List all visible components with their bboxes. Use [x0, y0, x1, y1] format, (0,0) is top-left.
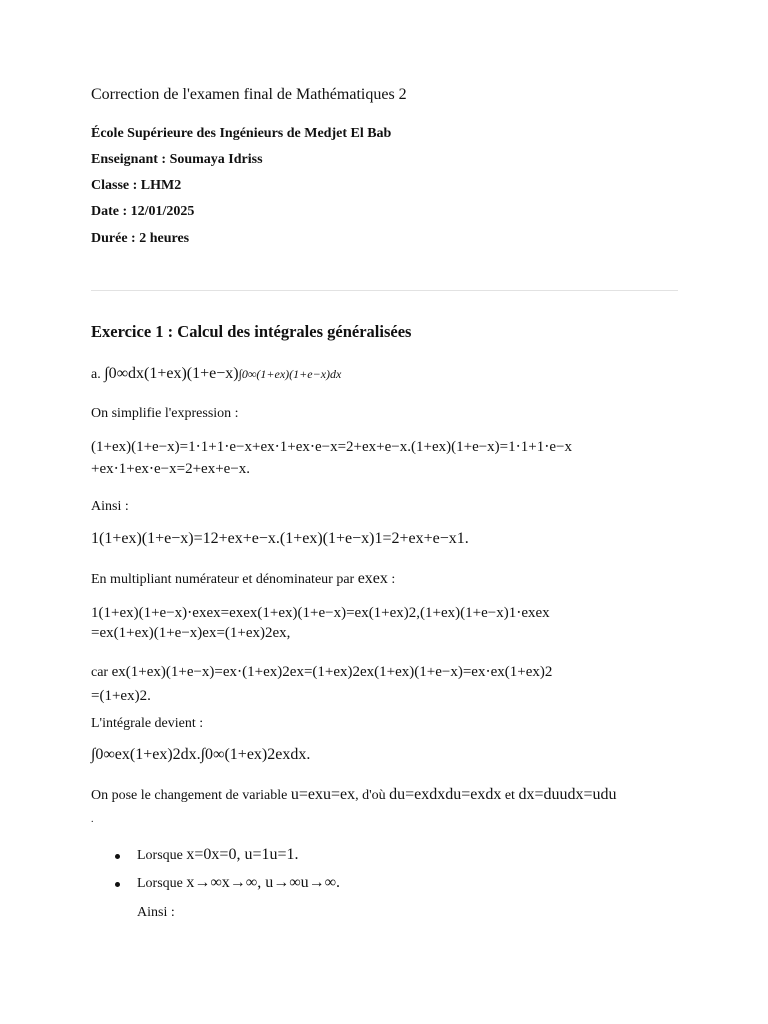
change-of-variable	[91, 786, 617, 804]
multiply-sentence	[91, 570, 395, 588]
list-item	[91, 874, 340, 902]
car-prefix: car	[91, 665, 112, 680]
bullet-math: x=0x=0, u=1u=1.	[186, 846, 299, 863]
section-divider	[91, 290, 678, 291]
equation-1-line-1: (1+ex)(1+e−x)=1⋅1+1⋅e−x+ex⋅1+ex⋅e−x=2+ex+e−x.(1+ex)(1+e−x)=1⋅1+1⋅e−x	[91, 439, 572, 455]
bullet-math: x→∞x→∞, u→∞u→∞.	[186, 874, 341, 891]
bullet-icon	[115, 882, 120, 887]
document-title: Correction de l'examen final de Mathématiques 2	[91, 86, 407, 103]
bounds-list	[91, 846, 340, 902]
exercise-heading: Exercice 1 : Calcul des intégrales généralisées	[91, 322, 412, 341]
class-name: Classe : LHM2	[91, 178, 182, 193]
bullet-prefix: Lorsque	[137, 876, 187, 891]
equation-2: 1(1+ex)(1+e−x)=12+ex+e−x.(1+ex)(1+e−x)1=2+ex+e−x1.	[91, 530, 469, 547]
equation-3-line-1: 1(1+ex)(1+e−x)⋅exex=exex(1+ex)(1+e−x)=ex(1+ex)2,(1+ex)(1+e−x)1⋅exex	[91, 605, 550, 621]
teacher-name: Enseignant : Soumaya Idriss	[91, 152, 263, 167]
question-a-integral: ∫0∞dx(1+ex)(1+e−x)	[104, 365, 239, 382]
list-item	[91, 846, 340, 874]
bullet-icon	[115, 854, 120, 859]
equation-4-line-1: ex(1+ex)(1+e−x)=ex⋅(1+ex)2ex=(1+ex)2ex(1+ex)(1+e−x)=ex⋅ex(1+ex)2	[111, 664, 553, 680]
ainsi-end-text: Ainsi :	[137, 905, 175, 920]
change-math-3: dx=duudx=udu	[518, 786, 617, 803]
change-prefix: On pose le changement de variable	[91, 788, 291, 803]
question-a	[91, 365, 341, 383]
equation-1-line-2: +ex⋅1+ex⋅e−x=2+ex+e−x.	[91, 461, 251, 477]
question-a-prefix: a.	[91, 367, 105, 382]
equation-5: ∫0∞ex(1+ex)2dx.∫0∞(1+ex)2exdx.	[91, 746, 311, 763]
bullet-prefix: Lorsque	[137, 848, 187, 863]
exam-duration: Durée : 2 heures	[91, 231, 190, 246]
multiply-suffix: :	[387, 572, 396, 587]
equation-3-line-2: =ex(1+ex)(1+e−x)ex=(1+ex)2ex,	[91, 625, 291, 641]
question-a-integral-alt: ∫0∞(1+ex)(1+e−x)dx	[238, 367, 342, 381]
change-math-2: du=exdxdu=exdx	[389, 786, 502, 803]
multiply-math: exex	[357, 570, 388, 587]
equation-4-line-2: =(1+ex)2.	[91, 688, 151, 704]
exam-date: Date : 12/01/2025	[91, 204, 195, 219]
multiply-prefix: En multipliant numérateur et dénominateur par	[91, 572, 358, 587]
school-name: École Supérieure des Ingénieurs de Medjet El Bab	[91, 126, 392, 141]
ainsi-text: Ainsi :	[91, 499, 129, 514]
simplify-text: On simplifie l'expression :	[91, 406, 239, 421]
change-mid: , d'où	[355, 788, 390, 803]
change-math-1: u=exu=ex	[290, 786, 356, 803]
integral-becomes-text: L'intégrale devient :	[91, 716, 204, 731]
change-end: .	[91, 814, 94, 825]
car-sentence	[91, 662, 552, 681]
change-and: et	[501, 788, 519, 803]
